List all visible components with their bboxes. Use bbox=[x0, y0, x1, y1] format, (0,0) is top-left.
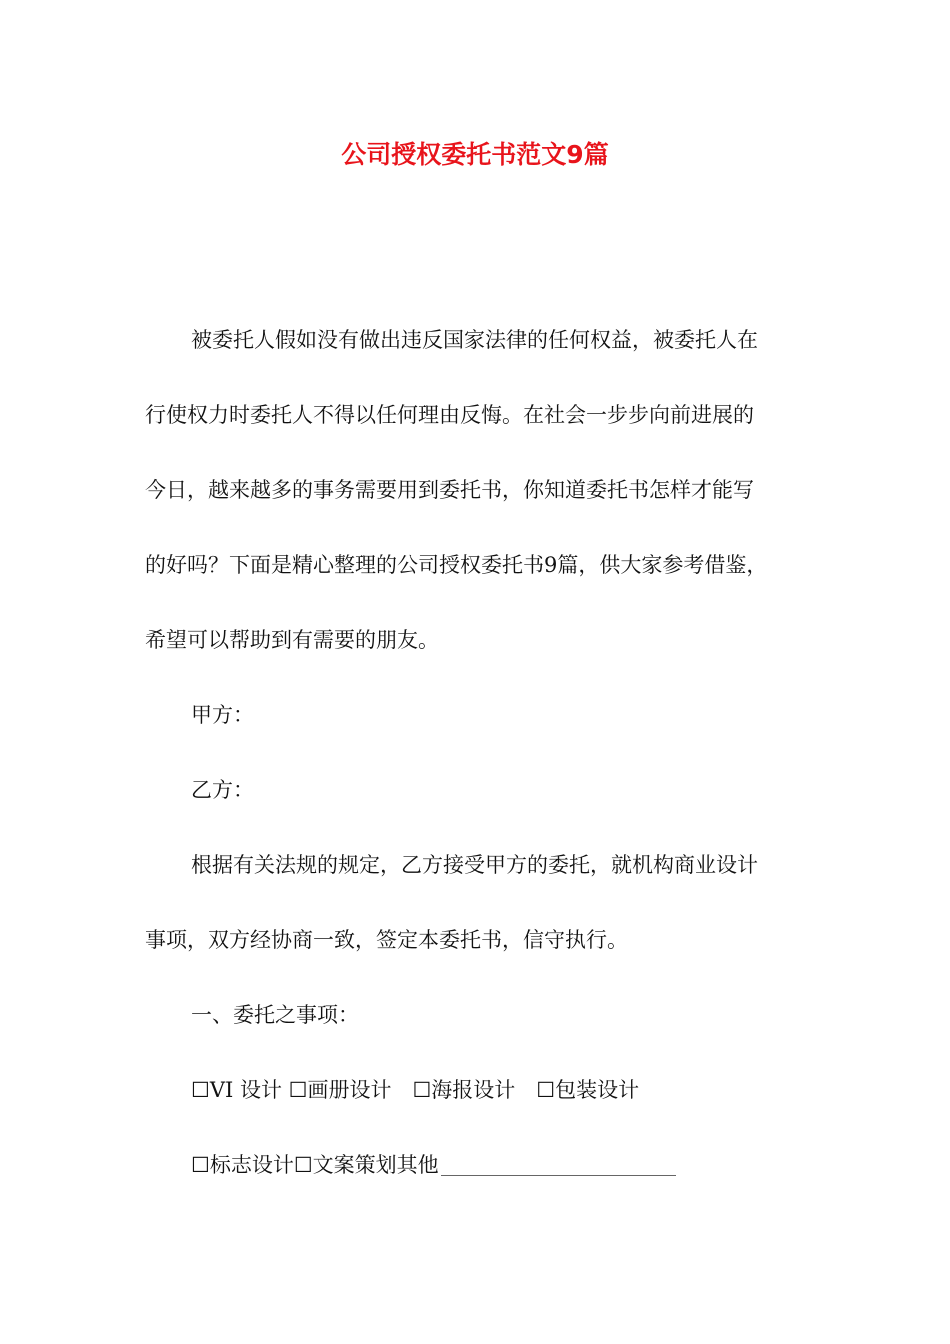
design-options-row-1: ☐VI 设计 ☐画册设计 ☐海报设计 ☐包装设计 bbox=[191, 1078, 640, 1102]
intro-line-5: 希望可以帮助到有需要的朋友。 bbox=[145, 628, 439, 652]
document-title: 公司授权委托书范文9篇 bbox=[341, 140, 609, 169]
party-a-label: 甲方： bbox=[191, 703, 254, 727]
section1-heading: 一、委托之事项： bbox=[191, 1003, 359, 1027]
party-b-label: 乙方： bbox=[191, 778, 254, 802]
agreement-line-1: 根据有关法规的规定，乙方接受甲方的委托，就机构商业设计 bbox=[191, 853, 758, 877]
intro-line-4: 的好吗？下面是精心整理的公司授权委托书9篇，供大家参考借鉴， bbox=[145, 553, 768, 577]
other-blank-line bbox=[441, 1155, 676, 1176]
agreement-line-2: 事项，双方经协商一致，签定本委托书，信守执行。 bbox=[145, 928, 628, 952]
design-options-row-2-text: ☐标志设计☐文案策划其他 bbox=[191, 1153, 439, 1177]
intro-line-3: 今日，越来越多的事务需要用到委托书，你知道委托书怎样才能写 bbox=[145, 478, 754, 502]
intro-line-1: 被委托人假如没有做出违反国家法律的任何权益，被委托人在 bbox=[191, 328, 758, 352]
intro-line-2: 行使权力时委托人不得以任何理由反悔。在社会一步步向前进展的 bbox=[145, 403, 754, 427]
design-options-row-2 bbox=[191, 1155, 676, 1176]
